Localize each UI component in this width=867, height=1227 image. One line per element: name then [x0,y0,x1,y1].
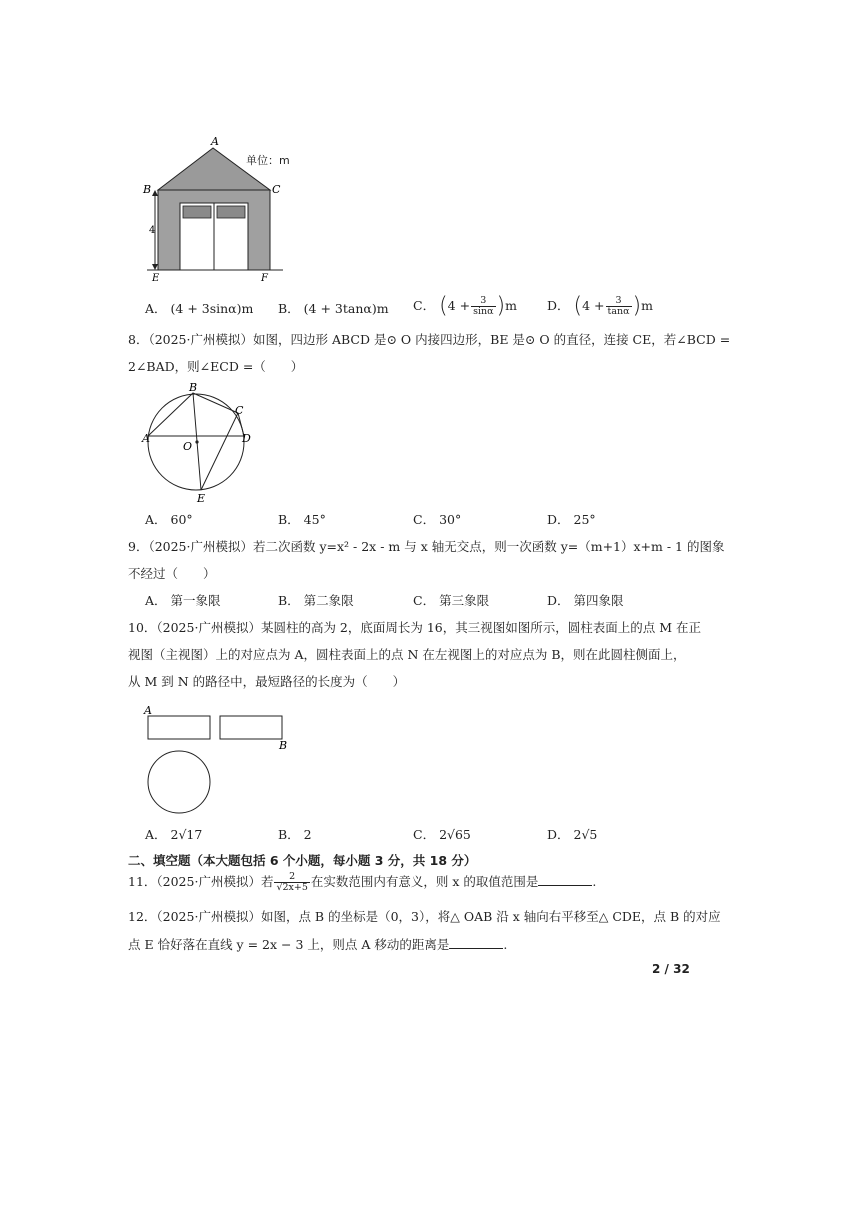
three-view-figure [140,702,300,820]
q9-option-a: A． 第一象限 [145,593,221,608]
label-c: C [272,183,281,196]
q10-line1: 10．（2025·广州模拟）某圆柱的高为 2，底面周长为 16，其三视图如图所示，圆柱表面上的点 M 在正 [128,620,701,635]
svg-text:C: C [235,404,244,417]
segment-ce [201,413,238,490]
q9-option-c: C． 第三象限 [413,593,490,608]
svg-text:O: O [183,440,193,453]
q8-option-b: B． 45° [278,512,326,527]
q12-line2: 点 E 恰好落在直线 y = 2x − 3 上，则点 A 移动的距离是 . [128,937,508,952]
side-view [220,716,282,739]
q10-option-d: D． 2√5 [547,827,598,842]
q9-line2: 不经过（ ） [128,566,216,581]
q10-line2: 视图（主视图）上的对应点为 A，圆柱表面上的点 N 在左视图上的对应点为 B，则在此圆柱侧面上， [128,647,686,662]
section-title: 二、填空题（本大题包括 6 个小题，每小题 3 分，共 18 分） [128,853,477,868]
svg-text:E: E [197,492,206,505]
label-b: B [143,183,152,196]
q8-line2: 2∠BAD，则∠ECD =（ ） [128,359,304,374]
q9-option-d: D． 第四象限 [547,593,624,608]
height-label: 4 [149,225,156,236]
q8-option-a: A． 60° [145,512,193,527]
top-view [148,751,210,813]
page-number: 2 / 32 [652,962,690,976]
q12-answer-blank[interactable] [449,937,503,949]
front-view [148,716,210,739]
unit-label: 单位：m [246,154,290,167]
svg-text:A: A [144,704,152,717]
q7-option-b: B． (4 + 3tanα)m [278,301,389,316]
q7-option-a: A． (4 + 3sinα)m [145,301,254,316]
q10-option-a: A． 2√17 [145,827,203,842]
circle-figure [138,380,258,505]
q10-line3: 从 M 到 N 的路径中，最短路径的长度为（ ） [128,674,406,689]
svg-text:B: B [189,381,198,394]
label-f: F [261,273,268,283]
q7-option-c: C． (4 + $\frac{3}{\sin\alpha}$ )m [413,293,517,319]
label-e: E [152,273,160,283]
q10-option-b: B． 2 [278,827,312,842]
q9-line1: 9．（2025·广州模拟）若二次函数 y=x² - 2x - m 与 x 轴无交点，则一次函数 y=（m+1）x+m - 1 的图象 [128,539,725,554]
svg-text:B: B [279,739,288,752]
q10-option-c: C． 2√65 [413,827,471,842]
q8-option-d: D． 25° [547,512,596,527]
svg-text:D: D [242,432,251,445]
label-a: A [211,135,219,148]
q11: 11．（2025·广州模拟）若 $\frac{2}{√2x+5}$ 在实数范围内有意义，则 x 的取值范围是 . [128,871,597,893]
q8-line1: 8．（2025·广州模拟）如图，四边形 ABCD 是⊙ O 内接四边形，BE 是⊙ O 的直径，连接 CE，若∠BCD = [128,332,731,347]
q8-option-c: C． 30° [413,512,462,527]
q11-answer-blank[interactable] [538,874,592,886]
q9-option-b: B． 第二象限 [278,593,354,608]
svg-text:A: A [142,432,150,445]
q12-line1: 12．（2025·广州模拟）如图，点 B 的坐标是（0，3），将△ OAB 沿 x 轴向右平移至△ CDE，点 B 的对应 [128,909,721,924]
q7-option-d: D． (4 + $\frac{3}{\tan\alpha}$ )m [547,293,653,319]
